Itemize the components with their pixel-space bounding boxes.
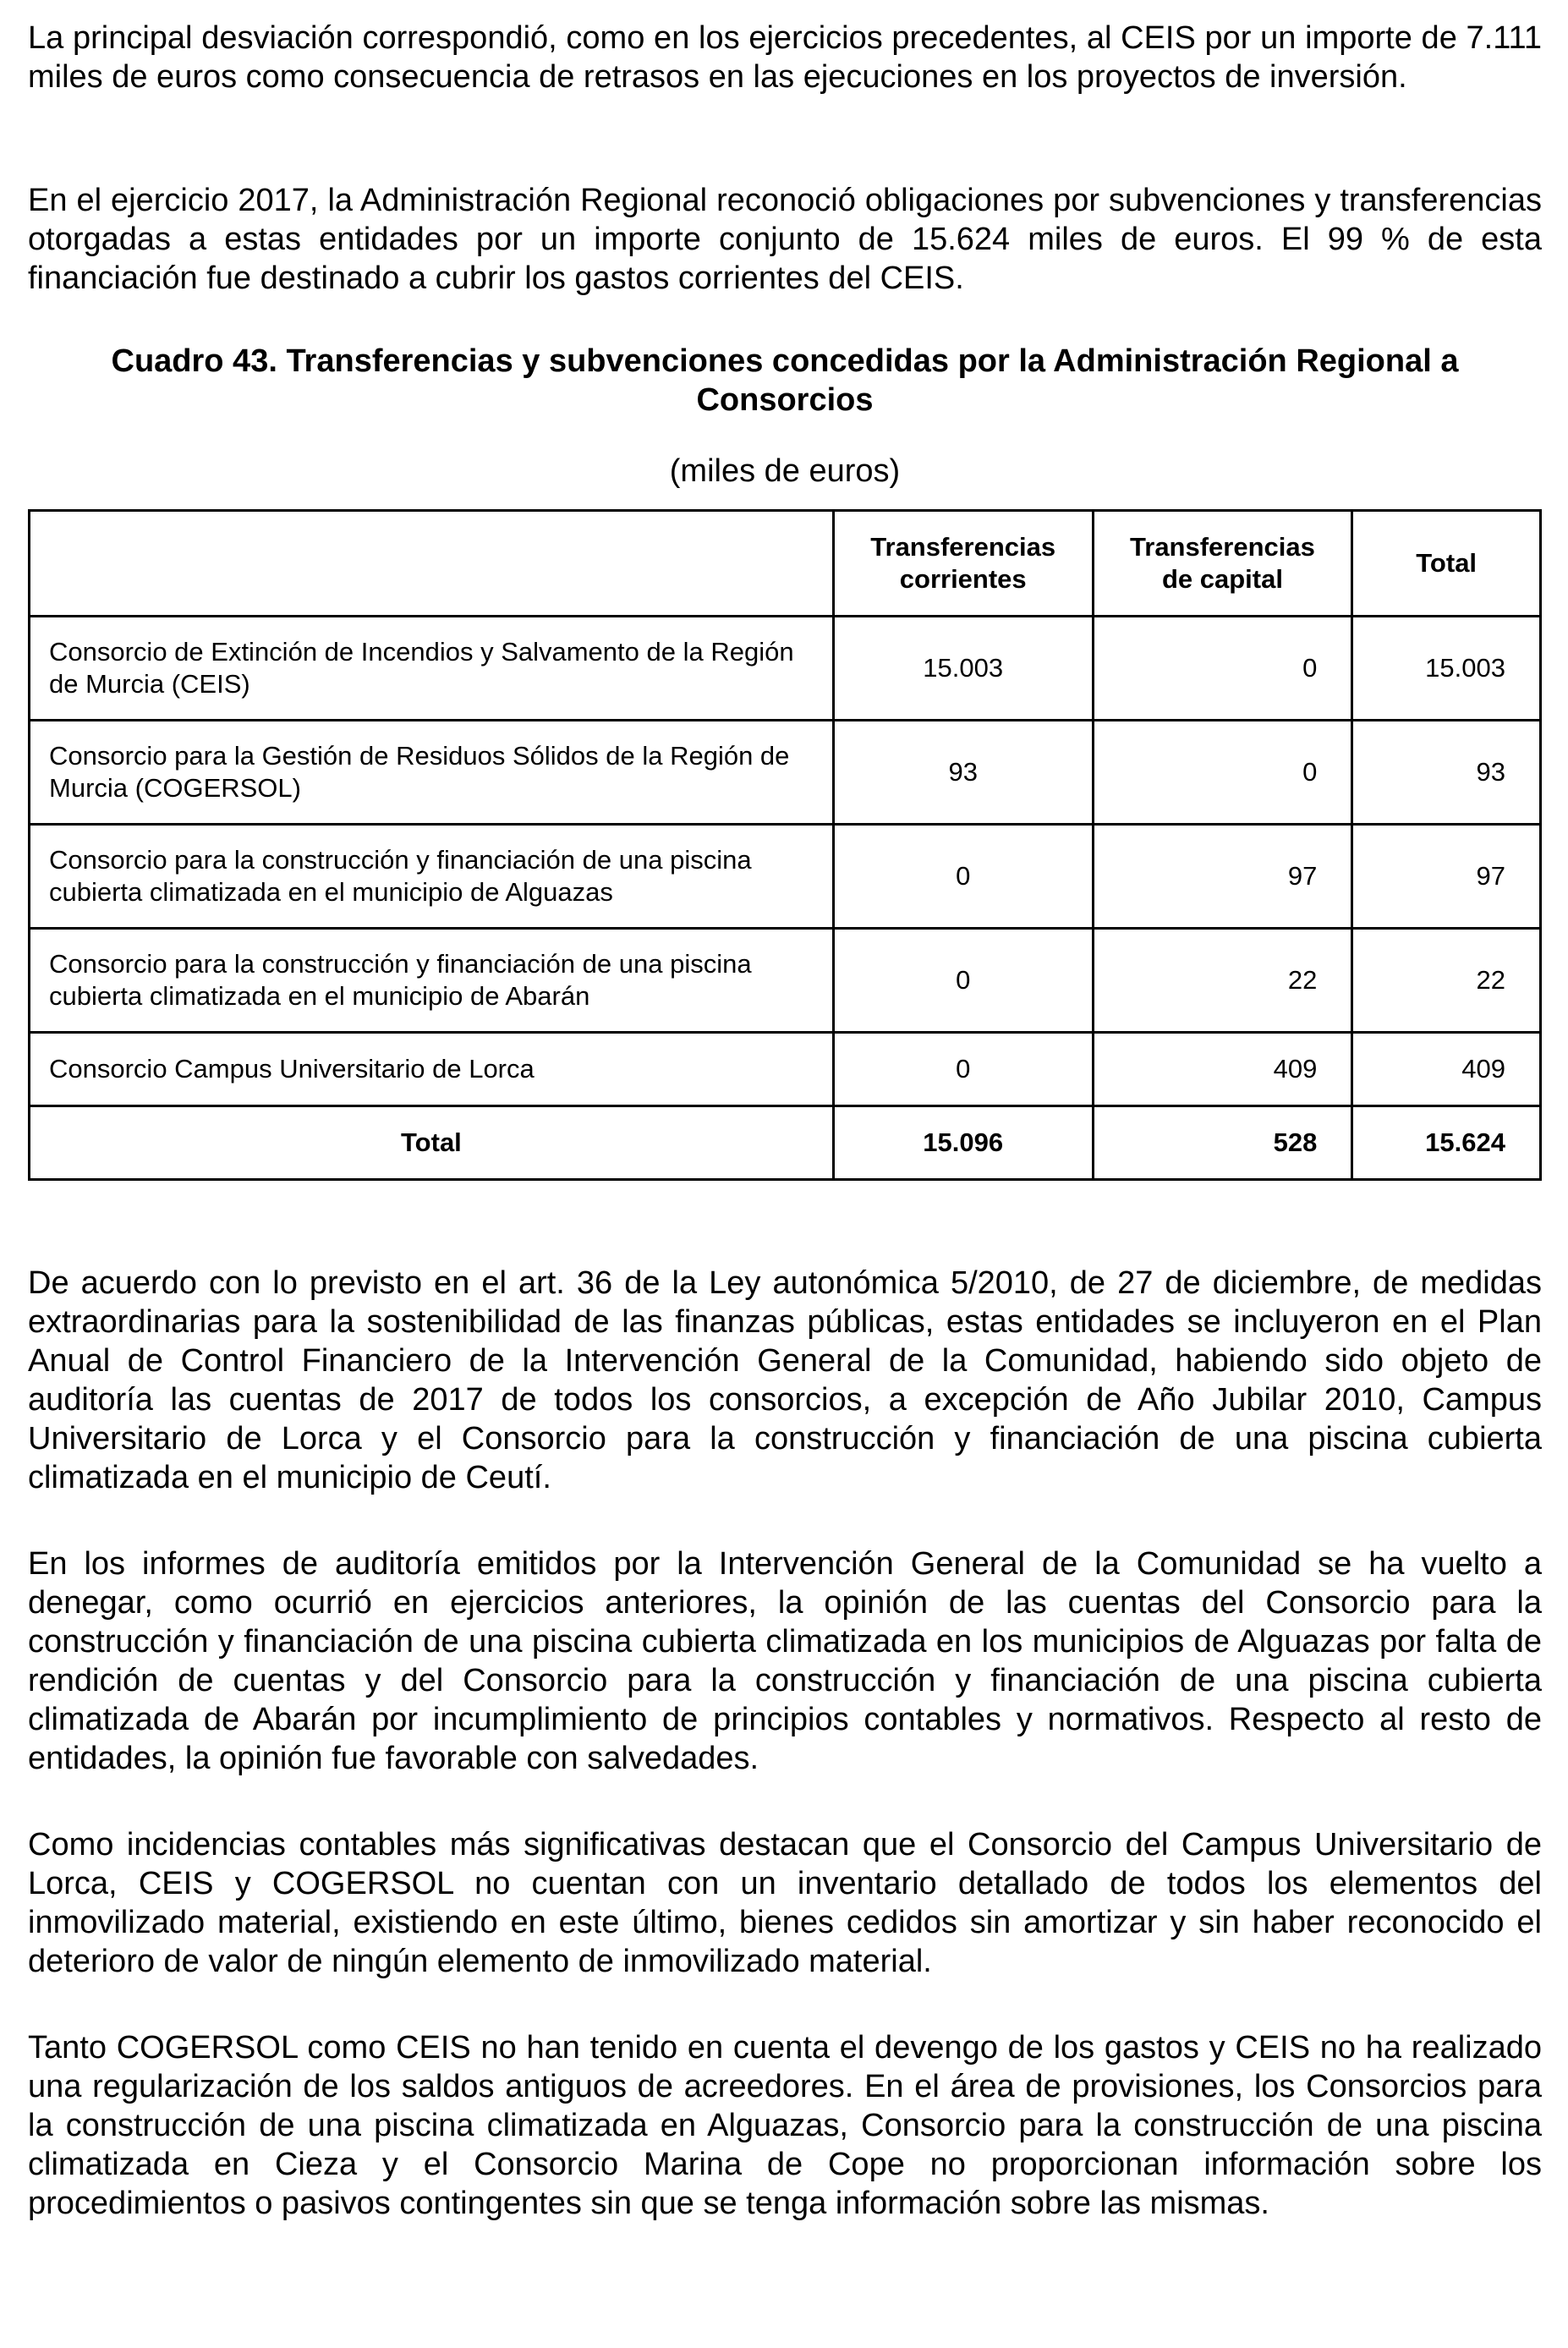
- row-corrientes: 93: [833, 721, 1093, 825]
- table-row: [30, 1033, 1541, 1106]
- table-unit: (miles de euros): [669, 453, 901, 489]
- row-name: Consorcio para la Gestión de Residuos Sólidos de la Región de Murcia (COGERSOL): [30, 721, 834, 825]
- table-row: [30, 617, 1541, 721]
- header-total: Total: [1352, 511, 1541, 617]
- row-capital: 0: [1093, 617, 1352, 721]
- row-capital: 22: [1093, 929, 1352, 1033]
- row-name: Consorcio de Extinción de Incendios y Salvamento de la Región de Murcia (CEIS): [30, 617, 834, 721]
- table-total-row: [30, 1106, 1541, 1180]
- row-total: 97: [1352, 825, 1541, 929]
- row-capital: 409: [1093, 1033, 1352, 1106]
- row-total: 93: [1352, 721, 1541, 825]
- table-row: [30, 721, 1541, 825]
- row-name: Consorcio Campus Universitario de Lorca: [30, 1033, 834, 1106]
- paragraph-obligaciones: En el ejercicio 2017, la Administración Regional reconoció obligaciones por subvenciones y transferencias otorgadas a estas entidades por un importe conjunto de 15.624 miles de euros. El 99 % de esta financiación fue destinado a cubrir los gastos corrientes del CEIS.: [28, 183, 1542, 296]
- header-corrientes: Transferencias corrientes: [833, 511, 1093, 617]
- row-total: 409: [1352, 1033, 1541, 1106]
- row-total: 15.003: [1352, 617, 1541, 721]
- paragraph-auditoria: De acuerdo con lo previsto en el art. 36 de la Ley autonómica 5/2010, de 27 de diciembre, de medidas extraordinarias para la sostenibilidad de las finanzas públicas, estas entidades se incluyeron en el Plan Anual de Control Financiero de la Intervención General de la Comunidad, habiendo sido objeto de auditoría las cuentas de 2017 de todos los consorcios, a excepción de Año Jubilar 2010, Campus Universitario de Lorca y el Consorcio para la construcción y financiación de una piscina cubierta climatizada en el municipio de Ceutí.: [28, 1265, 1542, 1495]
- total-total: 15.624: [1352, 1106, 1541, 1180]
- paragraph-informes: En los informes de auditoría emitidos por la Intervención General de la Comunidad se ha vuelto a denegar, como ocurrió en ejercicios anteriores, la opinión de las cuentas del Consorcio para la construcción y financiación de una piscina cubierta climatizada en los municipios de Alguazas por falta de rendición de cuentas y del Consorcio para la construcción y financiación de una piscina cubierta climatizada de Abarán por incumplimiento de principios contables y normativos. Respecto al resto de entidades, la opinión fue favorable con salvedades.: [28, 1546, 1542, 1776]
- table-header-row: [30, 511, 1541, 617]
- paragraph-desviacion: La principal desviación correspondió, como en los ejercicios precedentes, al CEIS por un importe de 7.111 miles de euros como consecuencia de retrasos en las ejecuciones en los proyectos de inversión.: [28, 20, 1542, 95]
- row-capital: 97: [1093, 825, 1352, 929]
- row-capital: 0: [1093, 721, 1352, 825]
- paragraph-incidencias: Como incidencias contables más significativas destacan que el Consorcio del Campus Universitario de Lorca, CEIS y COGERSOL no cuentan con un inventario detallado de todos los elementos del inmovilizado material, existiendo en este último, bienes cedidos sin amortizar y sin haber reconocido el deterioro de valor de ningún elemento de inmovilizado material.: [28, 1827, 1542, 1979]
- total-capital: 528: [1093, 1106, 1352, 1180]
- total-label: Total: [30, 1106, 834, 1180]
- row-name: Consorcio para la construcción y financiación de una piscina cubierta climatizada en el municipio de Alguazas: [30, 825, 834, 929]
- total-corrientes: 15.096: [833, 1106, 1093, 1180]
- table-title: Cuadro 43. Transferencias y subvenciones concedidas por la Administración Regional a Consorcios: [111, 343, 1459, 418]
- row-name: Consorcio para la construcción y financiación de una piscina cubierta climatizada en el municipio de Abarán: [30, 929, 834, 1033]
- transferencias-table: [28, 509, 1542, 1181]
- row-corrientes: 0: [833, 929, 1093, 1033]
- row-total: 22: [1352, 929, 1541, 1033]
- header-capital: Transferencias de capital: [1093, 511, 1352, 617]
- row-corrientes: 0: [833, 1033, 1093, 1106]
- header-blank: [30, 511, 834, 617]
- row-corrientes: 0: [833, 825, 1093, 929]
- table-row: [30, 825, 1541, 929]
- row-corrientes: 15.003: [833, 617, 1093, 721]
- paragraph-devengo: Tanto COGERSOL como CEIS no han tenido en cuenta el devengo de los gastos y CEIS no ha realizado una regularización de los saldos antiguos de acreedores. En el área de provisiones, los Consorcios para la construcción de una piscina climatizada en Alguazas, Consorcio para la construcción de una piscina climatizada en Cieza y el Consorcio Marina de Cope no proporcionan información sobre los procedimientos o pasivos contingentes sin que se tenga información sobre las mismas.: [28, 2030, 1542, 2221]
- table-row: [30, 929, 1541, 1033]
